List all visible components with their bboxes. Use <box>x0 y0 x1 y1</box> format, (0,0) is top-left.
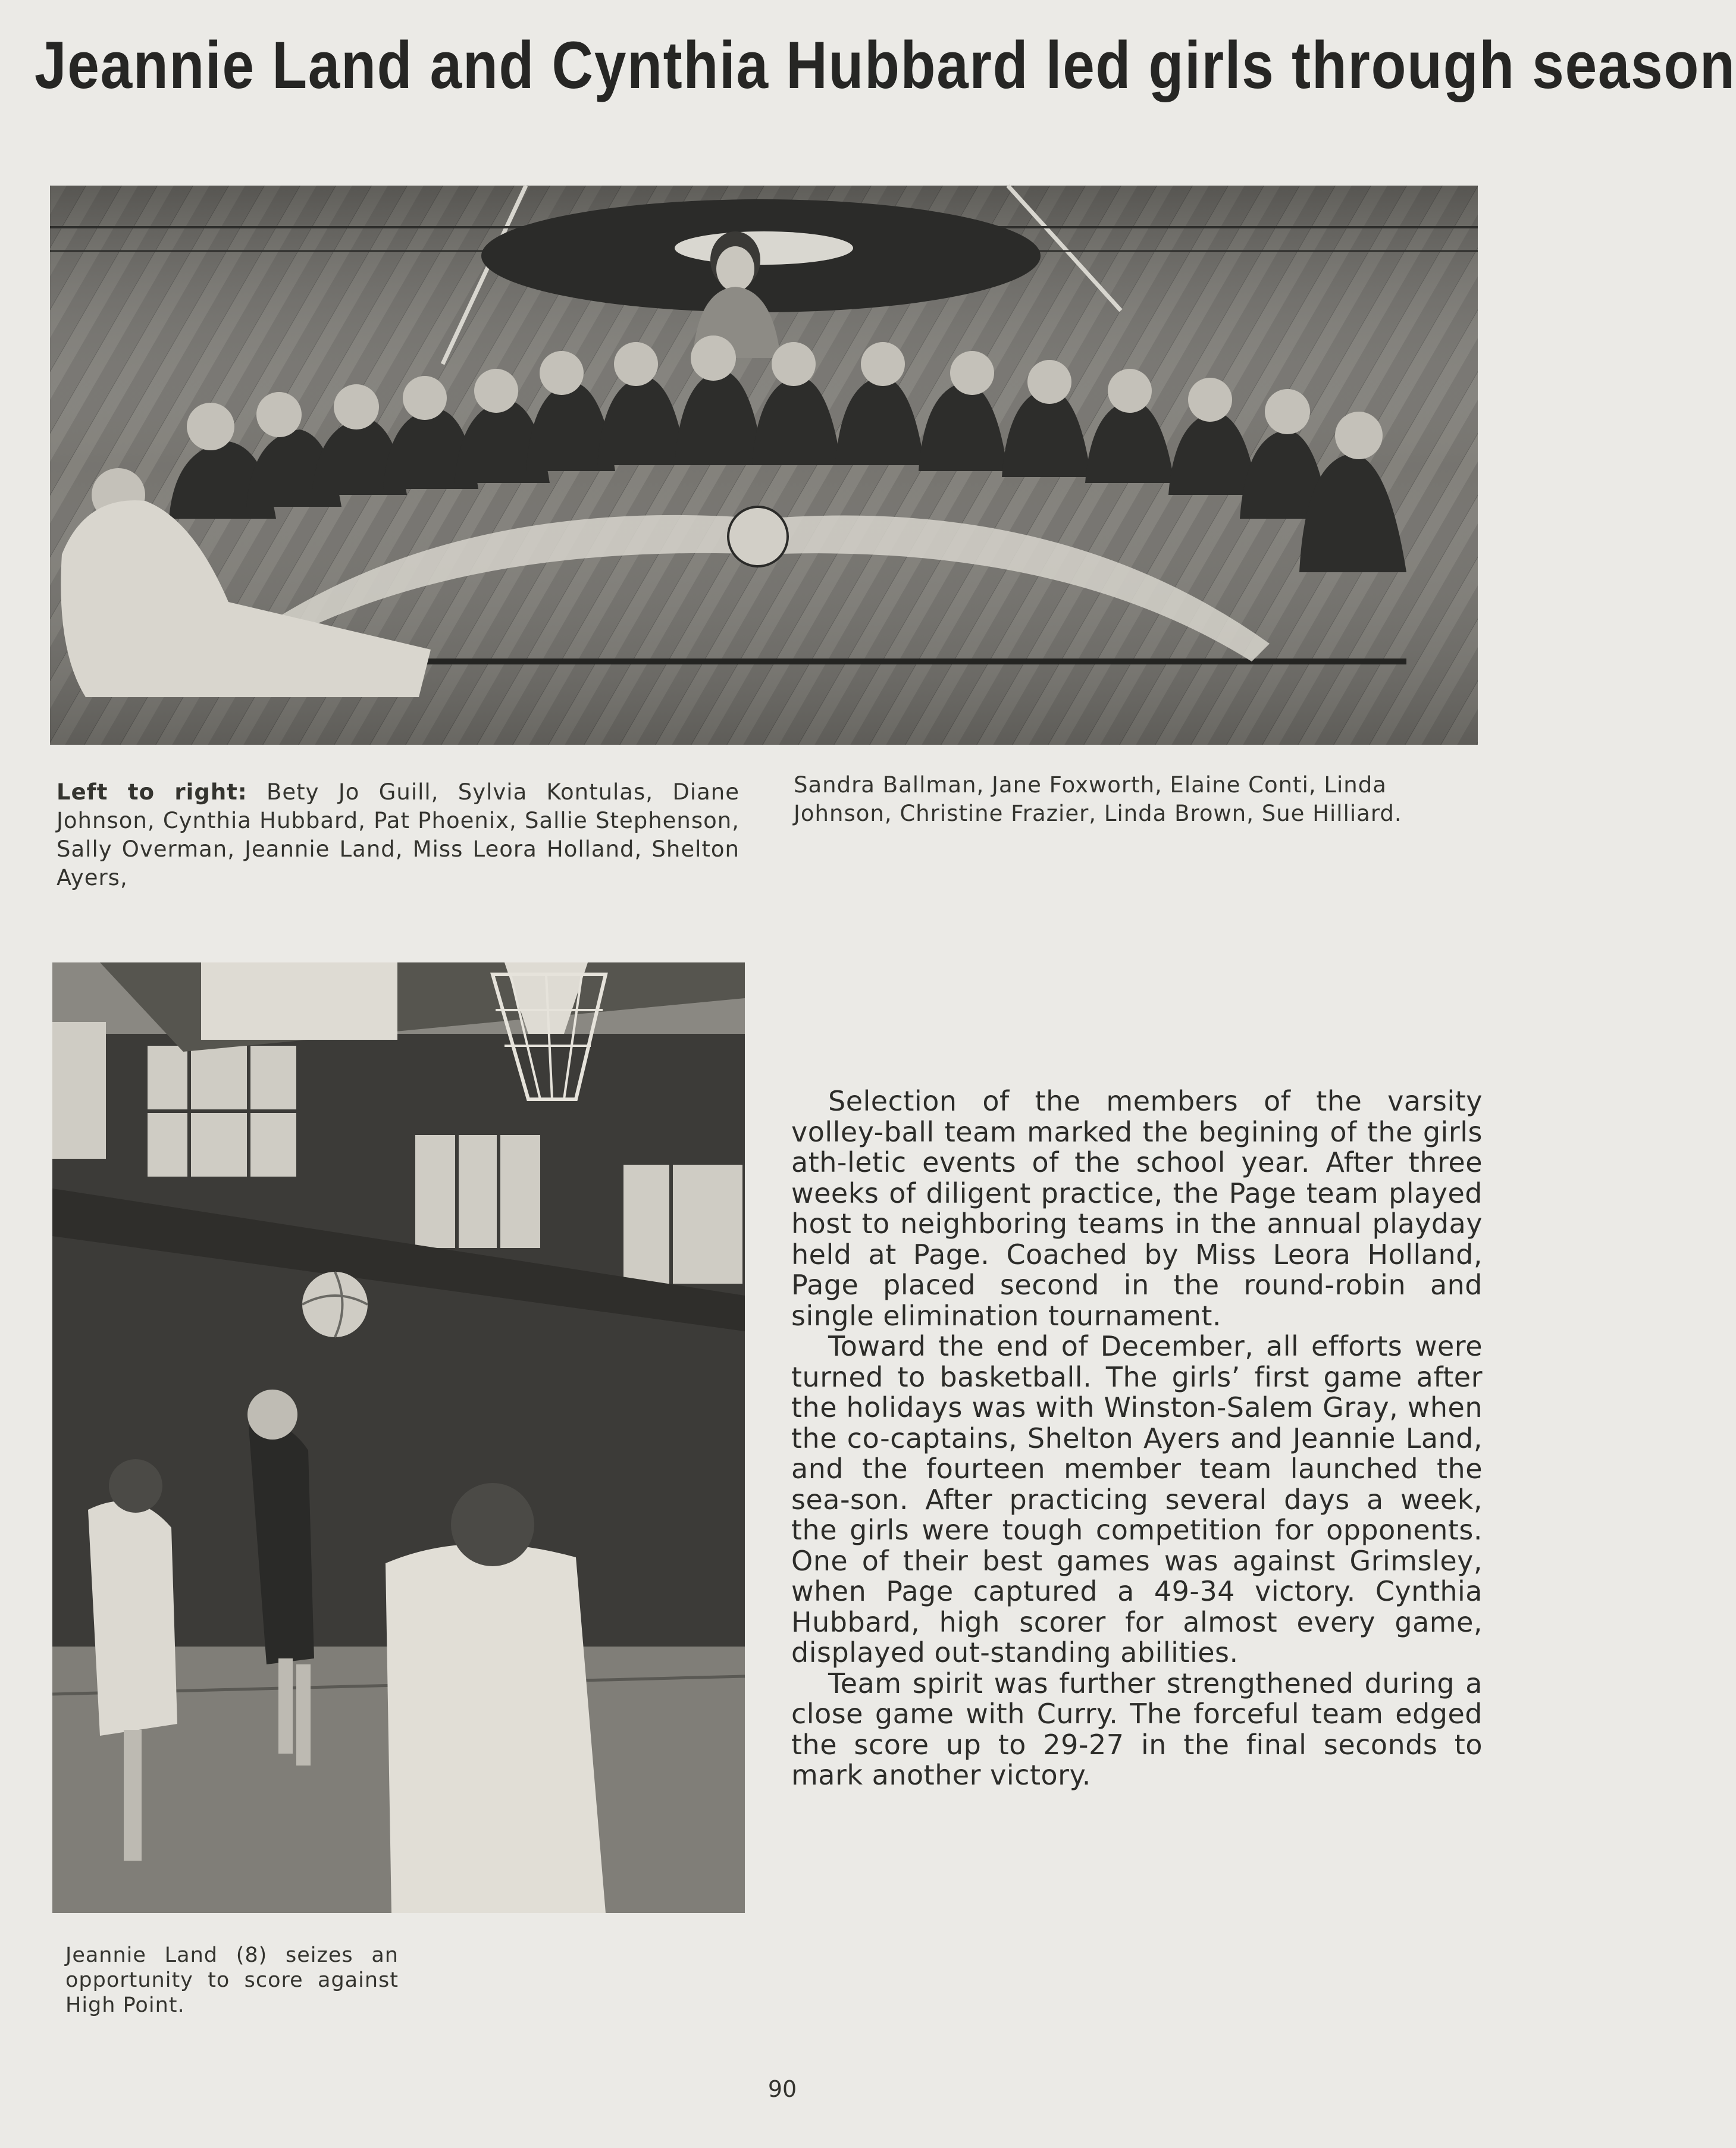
page-number: 90 <box>767 2076 797 2102</box>
caption-lead: Left to right: <box>57 779 247 805</box>
action-photo-caption: Jeannie Land (8) seizes an opportunity to score against High Point. <box>65 1943 399 2017</box>
caption-names: Bety Jo Guill, Sylvia Kontulas, Diane Johnson, Cynthia Hubbard, Pat Phoenix, Sallie Stephenson, Sally Overman, Jeannie Land, Miss Leora Holland, Shelton Ayers, <box>57 779 739 890</box>
article-paragraph: Team spirit was further strengthened during a close game with Curry. The forceful team edged the score up to 29-27 in the final seconds to mark another victory. <box>791 1667 1483 1791</box>
team-photo-caption-part2: Sandra Ballman, Jane Foxworth, Elaine Conti, Linda Johnson, Christine Frazier, Linda Brown, Sue Hilliard. <box>794 772 1402 826</box>
article-paragraph: Toward the end of December, all efforts were turned to basketball. The girls’ first game after the holidays was with Winston-Salem Gray, when the co-captains, Shelton Ayers and Jeannie Land, and the fourteen member team launched the sea-son. After practicing several days a week, the girls were tough competition for opponents. One of their best games was against Grimsley, when Page captured a 49-34 victory. Cynthia Hubbard, high scorer for almost every game, displayed out-standing abilities. <box>791 1330 1483 1669</box>
article-paragraph: Selection of the members of the varsity volley-ball team marked the begining of the girls ath-letic events of the school year. After three weeks of diligent practice, the Page team played host to neighboring teams in the annual playday held at Page. Coached by Miss Leora Holland, Page placed second in the round-robin and single elimination tournament. <box>791 1085 1483 1332</box>
team-photo <box>50 186 1478 745</box>
team-photo-caption-part1 <box>57 778 739 892</box>
action-photo <box>52 962 745 1913</box>
action-photo-image <box>52 962 745 1913</box>
page-headline: Jeannie Land and Cynthia Hubbard led girls through season <box>35 28 1736 102</box>
team-photo-image <box>50 186 1478 745</box>
article-body <box>791 1086 1483 1791</box>
